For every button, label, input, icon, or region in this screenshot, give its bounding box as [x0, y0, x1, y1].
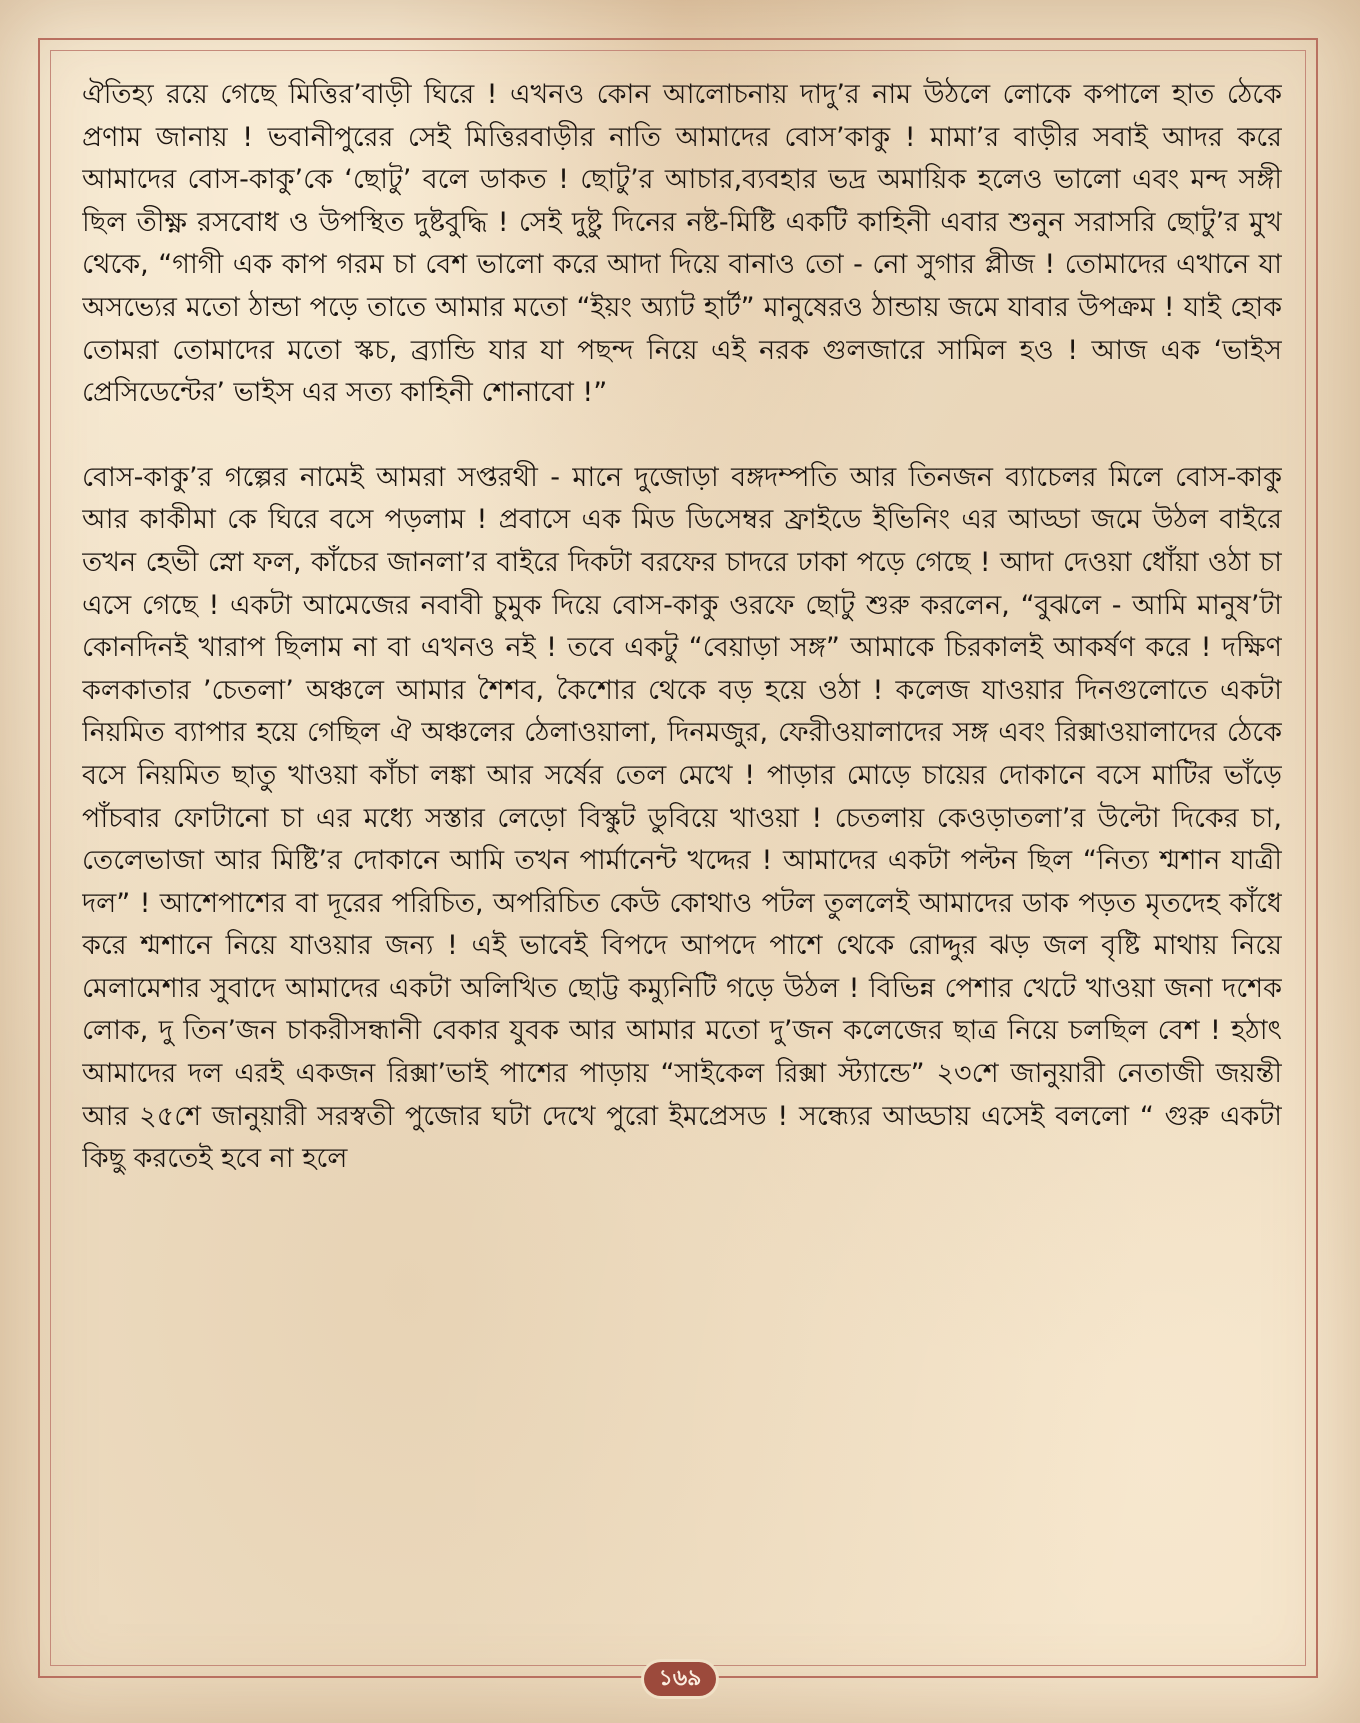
page-number-badge: ১৬৯	[644, 1662, 716, 1696]
page-body	[82, 74, 1282, 1574]
paragraph-1: ঐতিহ্য রয়ে গেছে মিত্তির’বাড়ী ঘিরে ! এখনও কোন আলোচনায় দাদু’র নাম উঠলে লোকে কপালে হাত ঠেকে প্রণাম জানায় ! ভবানীপুরের সেই মিত্তিরবাড়ীর নাতি আমাদের বোস’কাকু ! মামা’র বাড়ীর সবাই আদর করে আমাদের বোস-কাকু’কে ‘ছোটু’ বলে ডাকত ! ছোটু’র আচার,ব্যবহার ভদ্র অমায়িক হলেও ভালো এবং মন্দ সঙ্গী ছিল তীক্ষ্ণ রসবোধ ও উপস্থিত দুষ্টবুদ্ধি ! সেই দুষ্টু দিনের নষ্ট-মিষ্টি একটি কাহিনী এবার শুনুন সরাসরি ছোটু’র মুখ থেকে, “গাগী এক কাপ গরম চা বেশ ভালো করে আদা দিয়ে বানাও তো - নো সুগার প্লীজ ! তোমাদের এখানে যা অসভ্যের মতো ঠান্ডা পড়ে তাতে আমার মতো “ইয়ং অ্যাট হার্ট” মানুষেরও ঠান্ডায় জমে যাবার উপক্রম ! যাই হোক তোমরা তোমাদের মতো স্কচ, ব্র্যান্ডি যার যা পছন্দ নিয়ে এই নরক গুলজারে সামিল হও ! আজ এক ‘ভাইস প্রেসিডেন্টের’ ভাইস এর সত্য কাহিনী শোনাবো !”	[82, 79, 1282, 409]
paragraph-2: বোস-কাকু’র গল্পের নামেই আমরা সপ্তরথী - মানে দুজোড়া বঙ্গদম্পতি আর তিনজন ব্যাচেলর মিলে বোস-কাকু আর কাকীমা কে ঘিরে বসে পড়লাম ! প্রবাসে এক মিড ডিসেম্বর ফ্রাইডে ইভিনিং এর আড্ডা জমে উঠল বাইরে তখন হেভী স্নো ফল, কাঁচের জানলা’র বাইরে দিকটা বরফের চাদরে ঢাকা পড়ে গেছে ! আদা দেওয়া ধোঁয়া ওঠা চা এসে গেছে ! একটা আমেজের নবাবী চুমুক দিয়ে বোস-কাকু ওরফে ছোটু শুরু করলেন, “বুঝলে - আমি মানুষ’টা কোনদিনই খারাপ ছিলাম না বা এখনও নই ! তবে একটু “বেয়াড়া সঙ্গ” আমাকে চিরকালই আকর্ষণ করে ! দক্ষিণ কলকাতার ’চেতলা’ অঞ্চলে আমার শৈশব, কৈশোর থেকে বড় হয়ে ওঠা ! কলেজ যাওয়ার দিনগুলোতে একটা নিয়মিত ব্যাপার হয়ে গেছিল ঐ অঞ্চলের ঠেলাওয়ালা, দিনমজুর, ফেরীওয়ালাদের সঙ্গ এবং রিক্সাওয়ালাদের ঠেকে বসে নিয়মিত ছাতু খাওয়া কাঁচা লঙ্কা আর সর্ষের তেল মেখে ! পাড়ার মোড়ে চায়ের দোকানে বসে মাটির ভাঁড়ে পাঁচবার ফোটানো চা এর মধ্যে সস্তার লেড়ো বিস্কুট ডুবিয়ে খাওয়া ! চেতলায় কেওড়াতলা’র উল্টো দিকের চা, তেলেভাজা আর মিষ্টি’র দোকানে আমি তখন পার্মানেন্ট খদ্দের ! আমাদের একটা পল্টন ছিল “নিত্য শ্মশান যাত্রী দল” ! আশেপাশের বা দূরের পরিচিত, অপরিচিত কেউ কোথাও পটল তুললেই আমাদের ডাক পড়ত মৃতদেহ কাঁধে করে শ্মশানে নিয়ে যাওয়ার জন্য ! এই ভাবেই বিপদে আপদে পাশে থেকে রোদ্দুর ঝড় জল বৃষ্টি মাথায় নিয়ে মেলামেশার সুবাদে আমাদের একটা অলিখিত ছোট্ট কম্যুনিটি গড়ে উঠল ! বিভিন্ন পেশার খেটে খাওয়া জনা দশেক লোক, দু তিন’জন চাকরীসন্ধানী বেকার যুবক আর আমার মতো দু’জন কলেজের ছাত্র নিয়ে চলছিল বেশ ! হঠাৎ আমাদের দল এরই একজন রিক্সা’ভাই পাশের পাড়ায় “সাইকেল রিক্সা স্ট্যান্ডে” ২৩শে জানুয়ারী নেতাজী জয়ন্তী আর ২৫শে জানুয়ারী সরস্বতী পুজোর ঘটা দেখে পুরো ইমপ্রেসড ! সন্ধ্যের আড্ডায় এসেই বললো “ গুরু একটা কিছু করতেই হবে না হলে	[82, 461, 1282, 1175]
